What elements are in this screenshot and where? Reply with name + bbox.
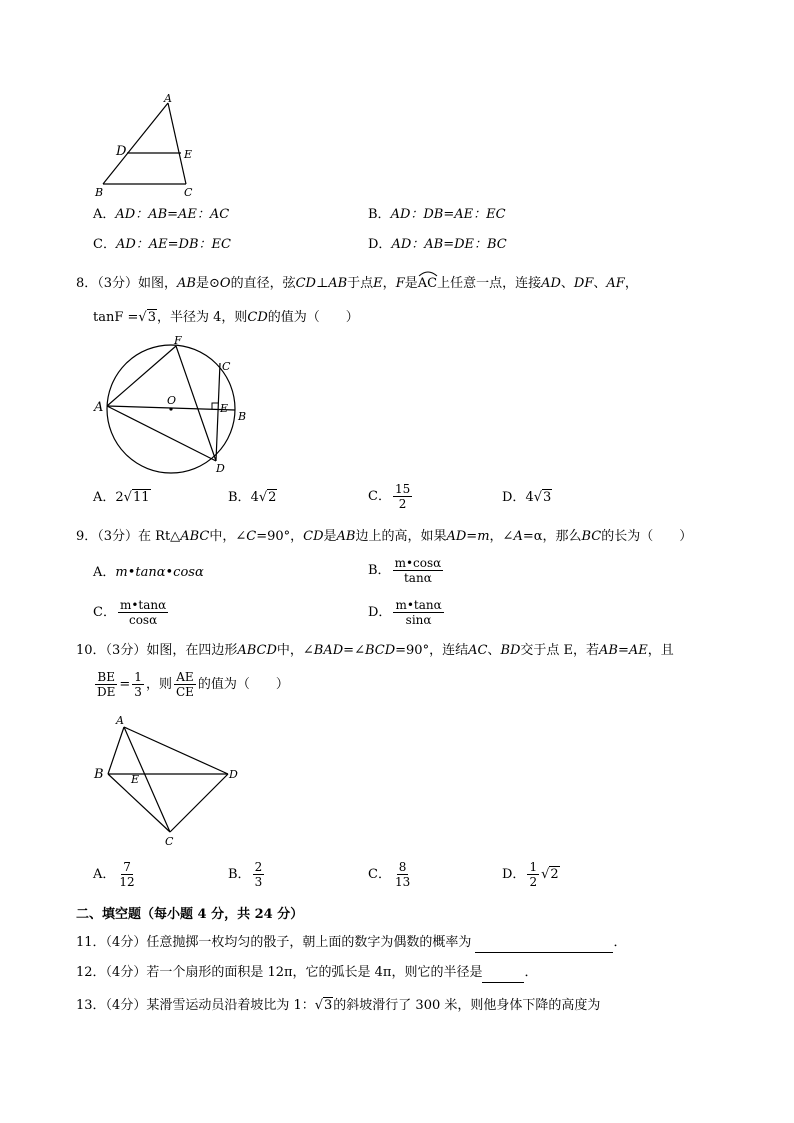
q8-label-c: C [222,360,231,373]
q9-option-b[interactable]: B． $\frac{m•\cos\alpha}{\tan\alpha}$ [368,556,442,585]
fraction: $\frac{1}{3}$ [134,670,142,699]
q8-option-d[interactable]: D．4√3 [502,488,552,508]
sqrt-3: √3 [314,998,333,1013]
q7-option-b[interactable]: B．AD：DB=AE：EC [368,207,506,222]
fraction: $\frac{m•\cos\alpha}{\tan\alpha}$ [394,556,442,585]
q7-label-a: A [164,92,172,105]
q8-label-d: D [216,462,225,475]
q7-option-a[interactable]: A．AD：AB=AE：AC [93,207,230,222]
sqrt-3: √3 [138,310,156,325]
q10-option-a[interactable]: A． $\frac{7}{12}$ [93,860,135,889]
q8-label-e: E [220,402,229,415]
q13-stem: 13．（4分）某滑雪运动员沿着坡比为 1：√3的斜坡滑行了 300 米，则他身体下降的高度为 [76,996,600,1016]
fraction: $\frac{AE}{CE}$ [175,670,194,699]
q8-stem-line2: tanF =√3，半径为 4，则CD的值为（ ） [93,308,359,328]
q10-label-c: C [165,835,174,848]
q7-triangle-figure [88,92,208,202]
q10-label-b: B [94,767,104,782]
q8-stem-line1: 8．（3分）如图，AB是⊙O的直径，弦CD⊥AB于点E，F是 AC上任意一点，连接AD、DF、AF， [76,274,638,294]
sqrt-11: √11 [123,490,150,505]
fraction: $\frac{m•\tan\alpha}{\sin\alpha}$ [395,598,442,627]
q12-stem: 12．（4分）若一个扇形的面积是 12π，它的弧长是 4π，则它的半径是 ． [76,963,538,983]
q7-label-c: C [184,186,193,199]
q8-option-b[interactable]: B．4√2 [228,488,277,508]
arc-ac-symbol: AC [418,274,437,294]
section-title-fill-in: 二、填空题（每小题 4 分，共 24 分） [76,907,304,922]
q10-label-a: A [116,714,124,727]
fraction: $\frac{2}{3}$ [254,860,263,889]
fraction: $\frac{8}{13}$ [394,860,411,889]
q8-circle-figure [88,330,253,478]
fraction: $\frac{1}{2}$ [529,860,538,889]
q12-answer-blank[interactable] [482,968,524,983]
q8-option-a[interactable]: A．2√11 [93,488,151,508]
q8-label-a: A [94,400,104,415]
q8-label-b: B [238,410,247,423]
q10-option-c[interactable]: C． $\frac{8}{13}$ [368,860,411,889]
q7-option-d[interactable]: D．AD：AB=DE：BC [368,237,507,252]
q11-answer-blank[interactable] [475,938,613,953]
q9-stem: 9．（3分）在 Rt△ABC中，∠C=90°，CD是AB边上的高，如果AD=m，∠A=α，那么BC的长为（ ） [76,529,693,544]
fraction: $\frac{7}{12}$ [119,860,135,889]
q10-option-b[interactable]: B． $\frac{2}{3}$ [228,860,263,889]
fraction: $\frac{m•\tan\alpha}{\cos\alpha}$ [119,598,167,627]
q10-stem-line2: $\frac{BE}{DE}$ = $\frac{1}{3}$ ，则 $\frac{AE}{CE}$ 的值为（ ） [97,670,289,699]
sqrt-2: √2 [541,867,559,882]
q8-label-o: O [167,394,177,407]
q10-option-d[interactable]: D． $\frac{1}{2}$ √2 [502,860,559,889]
fraction: $\frac{15}{2}$ [394,482,411,511]
fraction: $\frac{BE}{DE}$ [97,670,116,699]
q8-option-c[interactable]: C． $\frac{15}{2}$ [368,482,411,511]
q7-option-c[interactable]: C．AD：AE=DB：EC [93,237,231,252]
q9-option-d[interactable]: D． $\frac{m•\tan\alpha}{\sin\alpha}$ [368,598,442,627]
sqrt-2: √2 [258,490,277,505]
q10-label-d: D [229,768,238,781]
q9-option-a[interactable]: A．m•tanα•cosα [93,565,204,580]
q9-option-c[interactable]: C． $\frac{m•\tan\alpha}{\cos\alpha}$ [93,598,167,627]
q10-label-e: E [131,773,140,786]
q11-stem: 11．（4分）任意抛掷一枚均匀的骰子，朝上面的数字为偶数的概率为 ． [76,933,626,953]
q7-label-d: D [116,144,127,159]
q7-label-e: E [184,148,193,161]
q7-label-b: B [95,186,104,199]
q10-stem-line1: 10．（3分）如图，在四边形ABCD中，∠BAD=∠BCD=90°，连结AC、BD交于点 E，若AB=AE，且 [76,643,674,658]
q8-label-f: F [174,334,182,347]
q10-quadrilateral-figure [88,710,248,850]
sqrt-3: √3 [533,490,552,505]
